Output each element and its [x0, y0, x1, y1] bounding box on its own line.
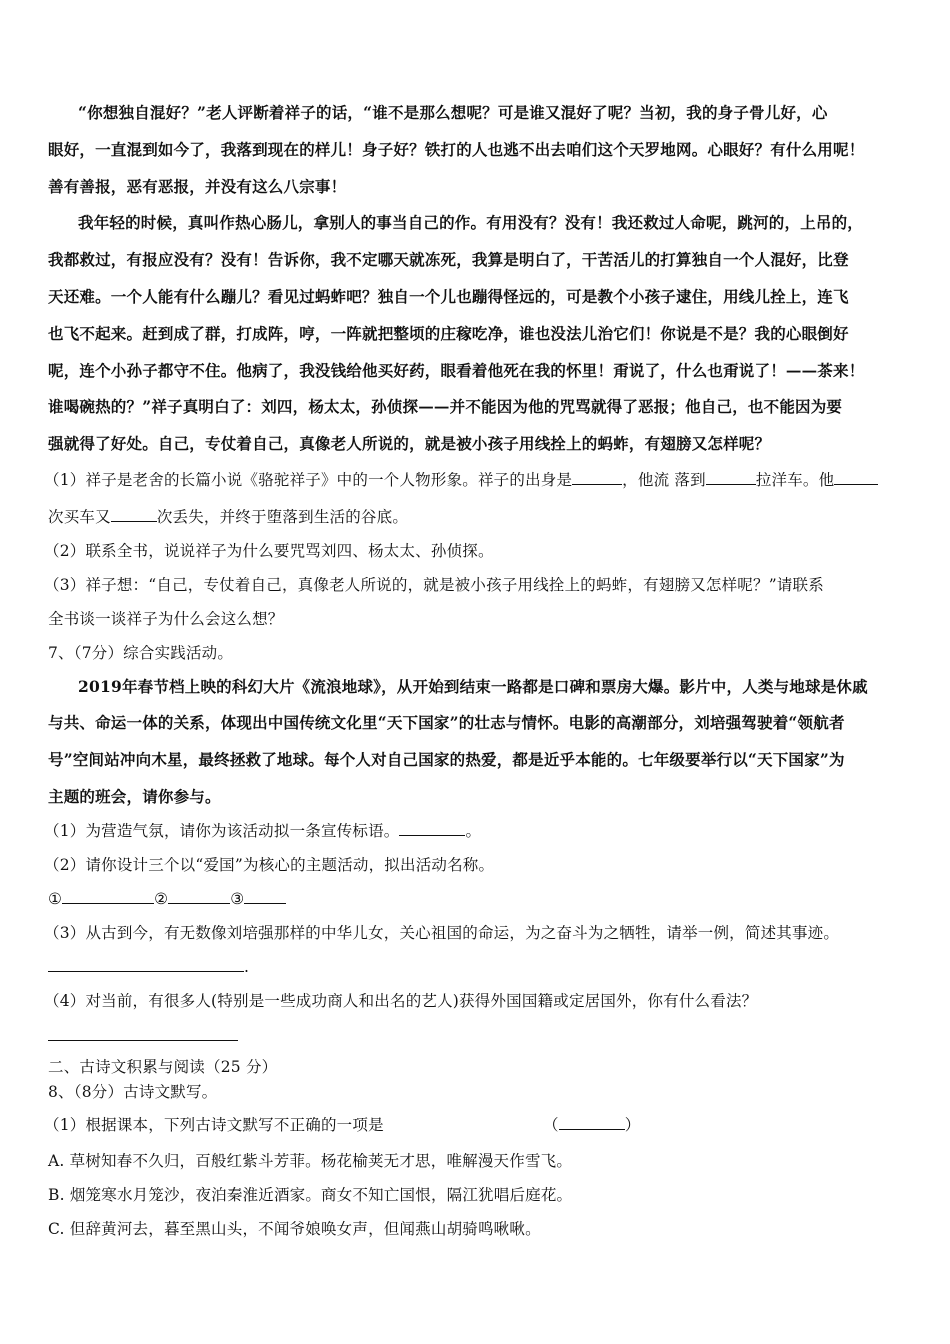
q7-blank-opinion[interactable]: [48, 1040, 238, 1041]
q8-option-b: B. 烟笼寒水月笼沙，夜泊秦淮近酒家。商女不知亡国恨，隔江犹唱后庭花。: [48, 1186, 573, 1204]
q7-blank-deeds[interactable]: [48, 957, 244, 972]
q8-option-a: A. 草树知春不久归，百般红紫斗芳菲。杨花榆荚无才思，唯解漫天作雪飞。: [48, 1152, 573, 1170]
section2-title: 二、古诗文积累与阅读（25 分）: [48, 1058, 278, 1076]
q8-option-c: C. 但辞黄河去，暮至黑山头，不闻爷娘唤女声，但闻燕山胡骑鸣啾啾。: [48, 1220, 541, 1238]
passage-line-1: “你想独自混好？”老人评断着祥子的话，“谁不是那么想呢？可是谁又混好了呢？当初，我的身子骨儿好，心: [78, 103, 828, 122]
q6-sub1-text-b: ，他流 落到: [622, 471, 706, 489]
q6-sub1-text-d: 次买车又: [48, 508, 111, 526]
passage-line-6: 天还难。一个人能有什么蹦儿？看见过蚂蚱吧？独自一个儿也蹦得怪远的，可是教个小孩子逮住，用线儿拴上，连飞: [48, 287, 849, 306]
q6-sub1-text-c: 拉洋车。他: [755, 471, 835, 489]
q7-sub1: [44, 821, 481, 841]
q8-paren-close: ）: [624, 1116, 641, 1134]
q7-sub2: （2）请你设计三个以“爱国”为核心的主题活动，拟出活动名称。: [44, 856, 495, 874]
q7-sub1-text: （1）为营造气氛，请你为该活动拟一条宣传标语。: [44, 822, 400, 840]
q6-sub3-line1: （3）祥子想：“自己，专仗着自己，真像老人所说的，就是被小孩子用线拴上的蚂蚱，有翅膀又怎样呢？”请联系: [44, 576, 824, 594]
q6-sub1-text-e: 次丢失，并终于堕落到生活的谷底。: [156, 508, 409, 526]
q6-sub1-text-a: （1）祥子是老舍的长篇小说《骆驼祥子》中的一个人物形象。祥子的出身是: [44, 471, 573, 489]
q6-sub1-line1: [44, 470, 878, 490]
passage-line-7: 也飞不起来。赶到成了群，打成阵，哼，一阵就把整顷的庄稼吃净，谁也没法儿治它们！你说是不是？我的心眼倒好: [48, 324, 849, 343]
q7-sub3-end: .: [244, 958, 250, 976]
q8-paren-open: （: [543, 1116, 559, 1134]
q7-para-line-1: 2019年春节档上映的科幻大片《流浪地球》，从开始到结束一路都是口碑和票房大爆。影片中，人类与地球是休戚: [78, 677, 868, 696]
passage-line-4: 我年轻的时候，真叫作热心肠儿，拿别人的事当自己的作。有用没有？没有！我还救过人命呢，跳河的，上吊的，: [78, 213, 864, 232]
q6-sub3-line2: 全书谈一谈祥子为什么会这么想？: [48, 610, 284, 628]
passage-line-10: 强就得了好处。自己，专仗着自己，真像老人所说的，就是被小孩子用线拴上的蚂蚱，有翅膀又怎样呢？: [48, 434, 771, 453]
q6-sub1-line2: [48, 507, 408, 527]
q7-marker-2: ②: [154, 890, 169, 908]
q8-title: 8、（8分）古诗文默写。: [48, 1083, 218, 1101]
q6-blank-place[interactable]: [706, 470, 756, 485]
q6-sub2: （2）联系全书，说说祥子为什么要咒骂刘四、杨太太、孙侦探。: [44, 542, 494, 560]
passage-line-3: 善有善报，恶有恶报，并没有这么八宗事！: [48, 177, 347, 196]
q7-blank-activity-3[interactable]: [244, 889, 286, 904]
passage-line-9: 谁喝碗热的？”祥子真明白了：刘四，杨太太，孙侦探——并不能因为他的咒骂就得了恶报；他自己，也不能因为要: [48, 397, 843, 416]
q7-para-line-4: 主题的班会，请你参与。: [48, 787, 221, 806]
q7-blank-activity-1[interactable]: [62, 889, 154, 904]
q7-sub3: （3）从古到今，有无数像刘培强那样的中华儿女，关心祖国的命运，为之奋斗为之牺牲，请举一例，简述其事迹。: [44, 924, 840, 942]
q7-title: 7、（7分）综合实践活动。: [48, 644, 234, 662]
q7-blank-activity-2[interactable]: [168, 889, 230, 904]
q7-sub3-answer: [48, 957, 249, 977]
q6-blank-times-lost[interactable]: [111, 507, 157, 522]
q7-blank-slogan[interactable]: [399, 821, 465, 836]
q6-blank-origin[interactable]: [572, 470, 622, 485]
passage-line-8: 呢，连个小孙子都守不住。他病了，我没钱给他买好药，眼看着他死在我的怀里！甭说了，什么也甭说了！——茶来！: [48, 361, 865, 380]
q7-marker-3: ③: [230, 890, 245, 908]
q6-blank-times-bought[interactable]: [834, 470, 878, 485]
passage-line-5: 我都救过，有报应没有？没有！告诉你，我不定哪天就冻死，我算是明白了，干苦活儿的打算独自一个人混好，比登: [48, 250, 849, 269]
q8-sub1: （1）根据课本，下列古诗文默写不正确的一项是: [44, 1116, 384, 1134]
q7-para-line-3: 号”空间站冲向木星，最终拯救了地球。每个人对自己国家的热爱，都是近乎本能的。七年级要举行以“天下国家”为: [48, 750, 845, 769]
q8-blank-answer[interactable]: [559, 1115, 625, 1130]
q7-para-line-2: 与共、命运一体的关系，体现出中国传统文化里“天下国家”的壮志与情怀。电影的高潮部分，刘培强驾驶着“领航者: [48, 713, 845, 732]
q7-sub1-end: 。: [465, 822, 482, 840]
q7-marker-1: ①: [48, 890, 63, 908]
q8-answer-paren: [543, 1115, 640, 1135]
passage-line-2: 眼好，一直混到如今了，我落到现在的样儿！身子好？铁打的人也逃不出去咱们这个天罗地网。心眼好？有什么用呢！: [48, 140, 865, 159]
q7-sub4: （4）对当前，有很多人(特别是一些成功商人和出名的艺人)获得外国国籍或定居国外，你有什么看法？: [44, 992, 758, 1010]
q7-activity-blanks: [48, 889, 286, 909]
